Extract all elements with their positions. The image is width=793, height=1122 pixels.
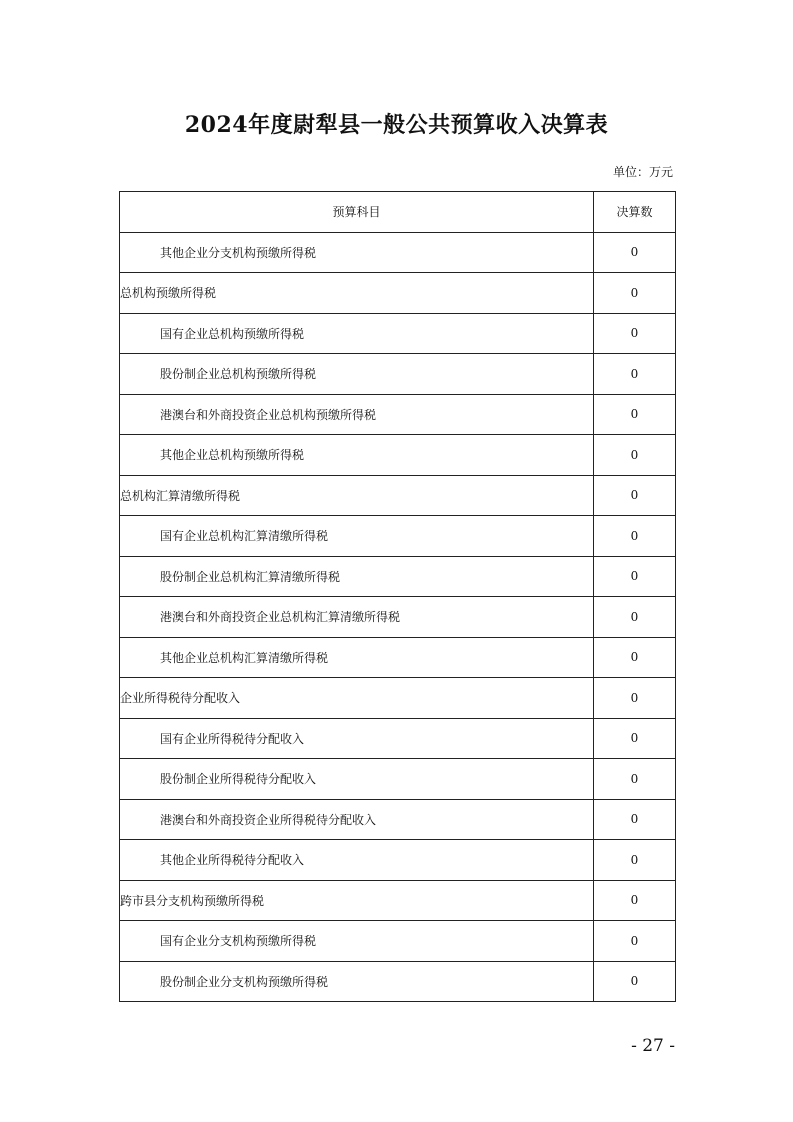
- budget-item-name: 股份制企业所得税待分配收入: [120, 759, 594, 800]
- budget-item-name: 企业所得税待分配收入: [120, 678, 594, 719]
- budget-item-name: 股份制企业总机构汇算清缴所得税: [120, 556, 594, 597]
- table-row: [120, 435, 676, 476]
- table-row: [120, 759, 676, 800]
- final-amount-value: 0: [594, 921, 676, 962]
- table-row: [120, 313, 676, 354]
- table-row: [120, 921, 676, 962]
- table-row: [120, 840, 676, 881]
- final-amount-value: 0: [594, 718, 676, 759]
- table-row: [120, 556, 676, 597]
- final-amount-value: 0: [594, 759, 676, 800]
- budget-item-name: 国有企业所得税待分配收入: [120, 718, 594, 759]
- final-amount-value: 0: [594, 840, 676, 881]
- budget-item-name: 其他企业总机构汇算清缴所得税: [120, 637, 594, 678]
- table-row: [120, 718, 676, 759]
- table-row: [120, 516, 676, 557]
- table-row: [120, 354, 676, 395]
- final-amount-value: 0: [594, 516, 676, 557]
- budget-table: [119, 191, 676, 1002]
- budget-item-name: 港澳台和外商投资企业所得税待分配收入: [120, 799, 594, 840]
- budget-item-name: 总机构预缴所得税: [120, 273, 594, 314]
- table-row: [120, 597, 676, 638]
- final-amount-value: 0: [594, 435, 676, 476]
- budget-item-name: 其他企业总机构预缴所得税: [120, 435, 594, 476]
- final-amount-value: 0: [594, 637, 676, 678]
- final-amount-value: 0: [594, 597, 676, 638]
- budget-item-name: 总机构汇算清缴所得税: [120, 475, 594, 516]
- budget-item-name: 股份制企业分支机构预缴所得税: [120, 961, 594, 1002]
- table-row: [120, 799, 676, 840]
- final-amount-value: 0: [594, 678, 676, 719]
- unit-label: 单位：万元: [612, 165, 673, 179]
- budget-item-name: 其他企业所得税待分配收入: [120, 840, 594, 881]
- table-body: [120, 232, 676, 1002]
- table-row: [120, 880, 676, 921]
- final-amount-value: 0: [594, 273, 676, 314]
- final-amount-value: 0: [594, 556, 676, 597]
- budget-item-name: 港澳台和外商投资企业总机构汇算清缴所得税: [120, 597, 594, 638]
- budget-item-name: 其他企业分支机构预缴所得税: [120, 232, 594, 273]
- final-amount-value: 0: [594, 961, 676, 1002]
- table-row: [120, 637, 676, 678]
- budget-item-name: 跨市县分支机构预缴所得税: [120, 880, 594, 921]
- table-row: [120, 961, 676, 1002]
- page-title: 2024年度尉犁县一般公共预算收入决算表: [184, 112, 609, 138]
- table-row: [120, 678, 676, 719]
- final-amount-value: 0: [594, 880, 676, 921]
- final-amount-value: 0: [594, 232, 676, 273]
- table-row: [120, 475, 676, 516]
- header-budget-item: 预算科目: [120, 192, 594, 233]
- budget-item-name: 国有企业总机构预缴所得税: [120, 313, 594, 354]
- final-amount-value: 0: [594, 313, 676, 354]
- final-amount-value: 0: [594, 394, 676, 435]
- page-number: - 27 -: [631, 1036, 675, 1056]
- final-amount-value: 0: [594, 354, 676, 395]
- budget-item-name: 国有企业总机构汇算清缴所得税: [120, 516, 594, 557]
- table-header-row: [120, 192, 676, 233]
- budget-item-name: 港澳台和外商投资企业总机构预缴所得税: [120, 394, 594, 435]
- final-amount-value: 0: [594, 799, 676, 840]
- budget-item-name: 股份制企业总机构预缴所得税: [120, 354, 594, 395]
- final-amount-value: 0: [594, 475, 676, 516]
- header-final-amount: 决算数: [594, 192, 676, 233]
- table-row: [120, 394, 676, 435]
- table-row: [120, 232, 676, 273]
- budget-item-name: 国有企业分支机构预缴所得税: [120, 921, 594, 962]
- table-row: [120, 273, 676, 314]
